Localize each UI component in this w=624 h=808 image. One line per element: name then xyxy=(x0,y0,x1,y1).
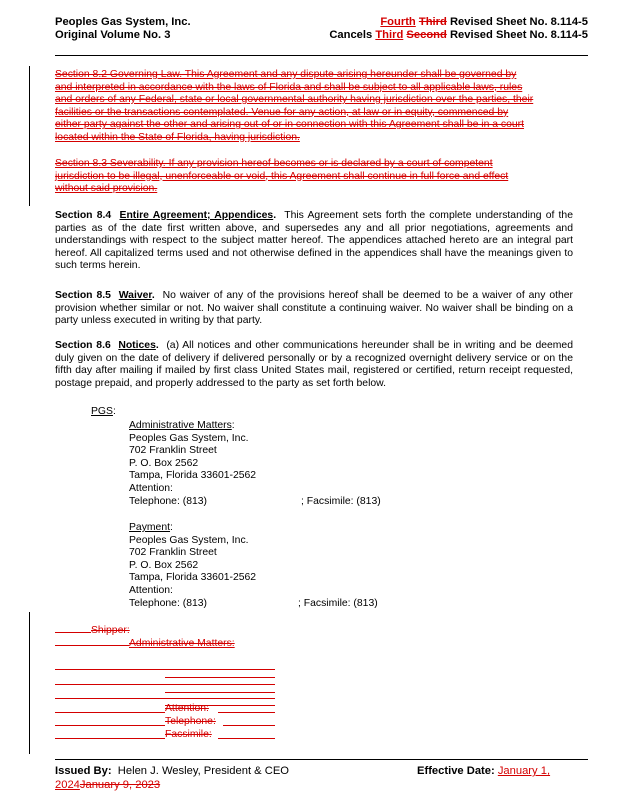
pgs-payment-line: 702 Franklin Street xyxy=(129,547,217,559)
pgs-label: PGS: xyxy=(91,406,116,417)
footer-rule xyxy=(55,759,588,760)
pgs-payment-heading: Payment: xyxy=(129,522,173,533)
shipper-attention: Attention: xyxy=(165,703,209,714)
pgs-payment-line: Attention: xyxy=(129,584,173,596)
section-8-2 xyxy=(55,69,533,145)
sheet-deleted-text: Third xyxy=(418,16,447,28)
section-8-3-line: jurisdiction to be illegal, unenforceable or void, this Agreement shall continue in full force and effect xyxy=(55,170,509,182)
section-8-5-text: No waiver of any of the provisions hereof shall be deemed to be a waiver of any other provision whether similar or not. No waiver shall constitute a continuing waiver. No waiver shall be binding on a party unless executed in writing by that party. xyxy=(55,290,574,327)
tab-leader xyxy=(55,645,129,646)
section-8-2-line: located within the State of Florida, having jurisdiction. xyxy=(55,131,300,143)
section-8-4: Section 8.4 Entire Agreement; Appendices. This Agreement sets forth the complete understanding of the parties as of the date first written above, and supersedes any and all prior negotiations, agreements and understandings with respect to the subject matter hereof. The appendices attached hereto are an integral part hereof. All capitalized terms used and not otherwise defined in the appendices shall have the meanings given to such terms herein. xyxy=(55,210,573,272)
section-8-2-line: and interpreted in accordance with the laws of Florida and shall be subject to all applicable laws, rules xyxy=(55,81,523,93)
pgs-admin-block xyxy=(129,420,256,508)
issued-by-name: Helen J. Wesley, President & CEO xyxy=(117,765,289,777)
shipper-facsimile: Facsimile: xyxy=(165,729,212,740)
effective-date xyxy=(417,764,550,778)
pgs-payment-line: Tampa, Florida 33601-2562 xyxy=(129,572,257,584)
company-name: Peoples Gas System, Inc. xyxy=(55,16,191,28)
shipper-admin-heading: Administrative Matters: xyxy=(129,638,235,649)
pgs-payment-line: Peoples Gas System, Inc. xyxy=(129,534,249,546)
sheet-inserted-text: Fourth xyxy=(380,16,416,28)
change-bar xyxy=(29,612,30,754)
pgs-payment-facsimile: ; Facsimile: (813) xyxy=(298,598,378,609)
section-8-6-title: Notices xyxy=(118,340,156,351)
pgs-admin-telephone: Telephone: (813) xyxy=(129,495,207,507)
pgs-admin-line: Peoples Gas System, Inc. xyxy=(129,432,249,444)
pgs-admin-line: Attention: xyxy=(129,482,173,494)
section-8-2-line: and orders of any Federal, state or local governmental authority having jurisdiction over the parties, their xyxy=(55,94,534,106)
issued-by-label: Issued By: xyxy=(55,765,112,777)
header-rule xyxy=(55,55,588,56)
section-8-4-title: Entire Agreement; Appendices xyxy=(119,210,274,221)
section-8-3 xyxy=(55,158,508,196)
pgs-payment-telephone: Telephone: (813) xyxy=(129,597,207,609)
effective-date-deleted: January 9, 2023 xyxy=(79,779,161,791)
cancels-deleted-text: Second xyxy=(406,29,447,41)
shipper-telephone: Telephone: xyxy=(165,716,216,727)
change-bar xyxy=(29,66,30,206)
section-8-5-title: Waiver xyxy=(118,290,152,301)
pgs-payment-line: P. O. Box 2562 xyxy=(129,559,199,571)
pgs-admin-heading: Administrative Matters: xyxy=(129,420,235,431)
effective-date-label: Effective Date: xyxy=(417,765,495,777)
section-8-6-text: (a) All notices and other communications hereunder shall be in writing and be deemed duly given on the date of delivery if delivered personally or by a recognized overnight delivery service or on the fifth day after mailing if mailed by first class United States mail, registered or certified, return receipt requested, postage prepaid, and properly addressed to the party as set forth below. xyxy=(55,340,573,389)
sheet-rest-text: Revised Sheet No. 8.114-5 xyxy=(449,16,588,28)
section-8-5-label: Section 8.5 xyxy=(55,290,111,301)
section-8-4-label: Section 8.4 xyxy=(55,210,112,221)
pgs-admin-line: P. O. Box 2562 xyxy=(129,457,199,469)
section-8-2-line: Section 8.2 Governing Law. This Agreement and any dispute arising hereunder shall be governed by xyxy=(55,69,517,80)
section-8-3-line: without said provision. xyxy=(55,183,158,195)
pgs-admin-line: Tampa, Florida 33601-2562 xyxy=(129,470,257,482)
volume-number: Original Volume No. 3 xyxy=(55,29,171,41)
section-8-2-line: either party against the other and arising out of or in connection with this Agreement shall be in a court xyxy=(55,119,525,131)
section-8-5: Section 8.5 Waiver. No waiver of any of the provisions hereof shall be deemed to be a waiver of any other provision whether similar or not. No waiver shall constitute a continuing waiver. No waiver shall be binding on a party unless executed in writing by that party. xyxy=(55,290,574,327)
section-8-3-line: Section 8.3 Severability. If any provision hereof becomes or is declared by a court of competent xyxy=(55,158,493,169)
cancels-prefix: Cancels xyxy=(329,29,373,41)
tab-leader xyxy=(55,632,91,633)
pgs-admin-line: 702 Franklin Street xyxy=(129,445,217,457)
pgs-payment-block xyxy=(129,522,256,610)
section-8-4-text: This Agreement sets forth the complete understanding of the parties as of the date first written above, and supersedes any and all prior negotiations, agreements and understandings with respect to the subject matter hereof. The appendices attached hereto are an integral part hereof. All capitalized terms used and not otherwise defined in the appendices shall have the meanings given to such terms herein. xyxy=(55,210,573,272)
issued-by xyxy=(55,764,289,778)
effective-date-inserted: January 1, xyxy=(497,765,551,777)
section-8-6-label: Section 8.6 xyxy=(55,340,111,351)
section-8-2-line: facilities or the transactions contemplated. Venue for any action, at law or in equity, commenced by xyxy=(55,106,509,118)
effective-date-continuation xyxy=(55,778,160,792)
section-8-6: Section 8.6 Notices. (a) All notices and other communications hereunder shall be in writing and be deemed duly given on the date of delivery if delivered personally or by a recognized overnight delivery service or on the fifth day after mailing if mailed by first class United States mail, registered or certified, return receipt requested, postage prepaid, and properly addressed to the party as set forth below. xyxy=(55,340,573,389)
cancels-rest-text: Revised Sheet No. 8.114-5 xyxy=(449,29,588,41)
pgs-admin-facsimile: ; Facsimile: (813) xyxy=(301,496,381,507)
effective-year-inserted: 2024 xyxy=(55,779,80,791)
shipper-label: Shipper: xyxy=(91,625,130,636)
cancels-sheet-number xyxy=(329,29,588,42)
cancels-inserted-text: Third xyxy=(375,29,404,41)
sheet-number xyxy=(380,16,588,29)
